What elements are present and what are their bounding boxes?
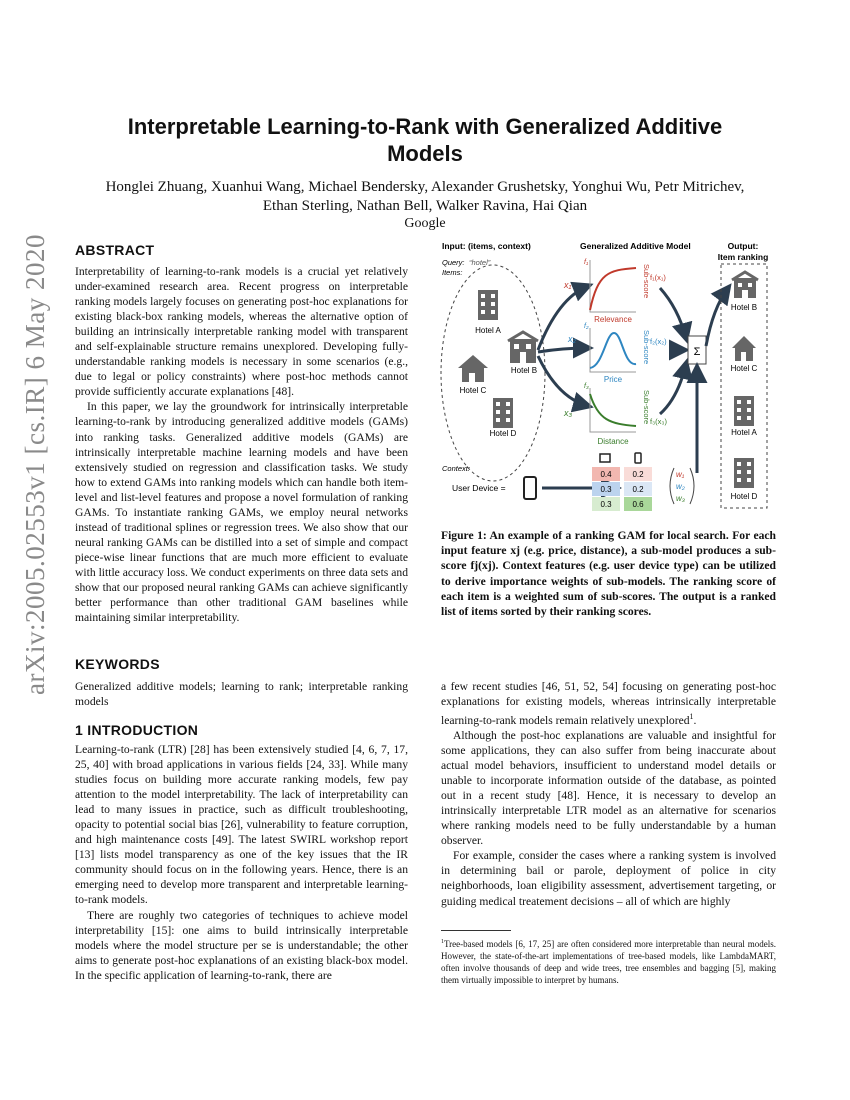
subscore-label-3: Sub-score — [642, 390, 651, 425]
keywords-heading: KEYWORDS — [75, 656, 160, 672]
rank-1-hotel-b-icon — [732, 272, 758, 298]
weight-value-r1c0: 0.3 — [600, 485, 612, 494]
distance-curve — [590, 394, 636, 426]
items-label: Items: — [442, 268, 463, 277]
footnote-rule — [441, 930, 511, 931]
hotel-a-building-icon — [478, 290, 498, 320]
keywords-text: Generalized additive models; learning to rank; interpretable ranking models — [75, 680, 408, 709]
hotel-c-label: Hotel C — [459, 386, 487, 395]
footnote — [441, 936, 776, 986]
f2-axes — [590, 328, 636, 372]
x1-label: x₁ — [564, 280, 572, 290]
intro-paragraph-2: There are roughly two categories of techniques to achieve model interpretability [15]: one aims to build intrinsically interpretable models where the model structure per se is understandable; the other aims to generate post-hoc explanations of an existing black-box model. In the specific application of learning-to-rank, there are — [75, 908, 408, 982]
x3-arrow — [538, 356, 588, 406]
footnote-text: Tree-based models [6, 17, 25] are often considered more interpretable than neural models. However, the state-of-the-art implementations of tree-based models, like LambdaMART, often involve thousands of deep and wide trees, tree ensembles and bagging [5], making them virtually impossible to interpret by humans. — [441, 939, 776, 985]
weight-value-r2c1: 0.6 — [632, 500, 644, 509]
rank-4-label: Hotel D — [730, 492, 758, 501]
weight-value-r0c0: 0.4 — [600, 470, 612, 479]
output-subtitle: Item ranking — [717, 252, 769, 262]
output-arrow — [706, 288, 728, 346]
sum-symbol: Σ — [693, 346, 701, 358]
rank-2-label: Hotel C — [730, 364, 758, 373]
x2-arrow — [538, 348, 588, 352]
left-column — [75, 242, 408, 625]
abstract-paragraph-1: Interpretability of learning-to-rank models is a crucial yet relatively under-examined research area. Recent progress on interpretable ranking models largely focuses on generating post-hoc explanations for existing black-box ranking models, whereas the alternative option of building an intrinsically interpretable ranking model with transparent and self-explainable structure remains unexplored. Developing fully-understandable ranking models is necessary in some scenarios (e.g., due to legal or policy constraints) where post-hoc methods cannot provide sufficiently accurate explanations [48]. — [75, 265, 408, 399]
intro-right-paragraph-1-end: . — [693, 713, 697, 727]
intro-right-paragraph-1-text: a few recent studies [46, 51, 52, 54] focusing on generating post-hoc explanations for existing models, whereas intrinsically interpretable learning-to-rank models remain relatively unexplored — [441, 680, 776, 727]
figure-caption: Figure 1: An example of a ranking GAM for local search. For each input feature xj (e.g. price, distance), a sub-model produces a sub-score fj(xj). Context features (e.g. user device type) can be utilized to derive importance weights of sub-models. The ranking score of each item is a weighted sum of sub-scores. The output is a ranked list of items sorted by their ranking scores. — [441, 529, 776, 619]
rank-2-hotel-c-icon — [732, 336, 756, 361]
x3-label: x₃ — [564, 408, 573, 418]
output-title: Output: — [727, 241, 759, 251]
footnote-number: 1 — [441, 939, 444, 945]
f2-label: f₂ — [584, 323, 589, 330]
sum-arrow-3 — [660, 364, 686, 414]
user-device-label: User Device = — [452, 483, 506, 493]
subscore-label-2: Sub-score — [642, 330, 651, 365]
desktop-icon — [600, 454, 610, 462]
gam-title: Generalized Additive Model — [580, 241, 691, 251]
w1-label: w₁ — [676, 470, 685, 479]
w2-label: w₂ — [676, 482, 685, 491]
footnote-mark[interactable]: 1 — [689, 712, 694, 722]
w3-label: w₃ — [676, 494, 685, 503]
input-title: Input: (items, context) — [442, 241, 531, 251]
query-label: Query: — [442, 258, 465, 267]
f2-output: f₂(x₂) — [650, 337, 667, 346]
abstract-body — [75, 264, 408, 625]
x2-label: x₂ — [568, 334, 576, 344]
paper-title: Interpretable Learning-to-Rank with Generalized Additive Models — [127, 114, 723, 166]
affiliation: Google — [404, 216, 446, 231]
weight-value-r1c1: 0.2 — [632, 485, 644, 494]
intro-right-paragraph-3: For example, consider the cases where a ranking system is involved in determining bail or parole, deployment of police in city neighborhoods, loan eligibility assessment, advertisement targeting, or guiding medical treatement decisions – all of which are highly — [441, 849, 776, 908]
weights-right-paren — [690, 468, 694, 504]
rank-1-label: Hotel B — [730, 303, 758, 312]
intro-right-paragraph-1 — [441, 679, 776, 728]
rank-3-label: Hotel A — [731, 428, 757, 437]
hotel-d-label: Hotel D — [489, 429, 517, 438]
weight-value-r2c0: 0.3 — [600, 500, 612, 509]
figure-1 — [438, 238, 780, 516]
f1-label: f₁ — [584, 259, 589, 266]
intro-right-paragraph-2: Although the post-hoc explanations are valuable and insightful for some applications, they can also suffer from being inaccurate about actual model behaviors, insufficient to understand model details or unable to incorporate information outside of the database, as pointed out in a recent study [48]. Hence, it is necessary to develop an intrinsically interpretable LTR model as an alternative for scenarios where ranking models need to be fully understandable by a human observer. — [441, 729, 776, 848]
arxiv-identifier: arXiv:2005.02553v1 [cs.IR] 6 May 2020 — [20, 234, 50, 695]
sum-arrow-1 — [660, 288, 686, 338]
price-curve — [590, 333, 636, 368]
hotel-b-building-icon — [508, 332, 538, 363]
rank-4-hotel-d-icon — [734, 458, 754, 488]
author-list: Honglei Zhuang, Xuanhui Wang, Michael Bendersky, Alexander Grushetsky, Yonghui Wu, Petr Mitrichev, Ethan Sterling, Nathan Bell, Walker Ravina, Hai Qian — [105, 179, 745, 214]
context-label: Context: — [442, 464, 470, 473]
weight-value-r0c1: 0.2 — [632, 470, 644, 479]
introduction-body-left — [75, 742, 408, 983]
rank-3-hotel-a-icon — [734, 396, 754, 426]
distance-label: Distance — [597, 437, 629, 446]
hotel-b-label: Hotel B — [510, 366, 538, 375]
abstract-paragraph-2: In this paper, we lay the groundwork for intrinsically interpretable learning-to-rank by introducing generalized additive models (GAMs) into ranking tasks. Generalized additive models (GAMs) are intrinsically interpretable machine learning models and have been extensively studied on regression and classification tasks. We study how to extend GAMs into ranking models which can handle both item-level and list-level features and propose a novel formulation of ranking GAMs. To instantiate ranking GAMs, we employ neural networks instead of traditional splines or regression trees. We also show that our neural ranking GAMs can be distilled into a set of simple and compact piece-wise linear functions that are much more efficient to evaluate with little accuracy loss. We conduct experiments on three data sets and show that our proposed neural ranking GAMs can achieve significantly better performance than other traditional GAM baselines while maintaining similar interpretability. — [75, 400, 408, 625]
hotel-a-label: Hotel A — [475, 326, 501, 335]
hotel-d-building-icon — [493, 398, 513, 428]
intro-paragraph-1: Learning-to-rank (LTR) [28] has been extensively studied [4, 6, 7, 17, 25, 40] with broad applications in various fields [24, 33]. While many studies focus on building more accurate ranking models, few pay attention to the model interpretability. The lack of interpretability can lead to many issues in practice, such as difficult troubleshooting, opacity to potential social bias [26], vulnerability to feature corruption, and high maintenance costs [49]. The latest SWIRL workshop report [13] lists model transparency as one of the key issues that the IR community should focus on in the following years. Hence, there is an emerging need to develop more transparent and interpretable learning-to-rank models. — [75, 743, 408, 907]
subscore-label-1: Sub-score — [642, 264, 651, 299]
f3-output: f₃(x₃) — [650, 417, 667, 426]
relevance-curve — [590, 268, 636, 310]
relevance-label: Relevance — [594, 315, 632, 324]
price-label: Price — [603, 375, 623, 384]
introduction-body-right — [441, 679, 776, 909]
phone-icon-small — [635, 453, 641, 463]
f1-output: f₁(x₁) — [650, 273, 666, 282]
f3-label: f₃ — [584, 383, 589, 390]
weights-left-paren — [670, 468, 674, 504]
hotel-c-house-icon — [458, 355, 488, 382]
introduction-heading: 1 INTRODUCTION — [75, 722, 199, 738]
abstract-heading: ABSTRACT — [75, 242, 155, 258]
mobile-phone-icon — [524, 477, 536, 499]
query-value: “hotel” — [469, 258, 491, 267]
gam-diagram — [438, 238, 780, 516]
x1-arrow — [538, 286, 588, 350]
